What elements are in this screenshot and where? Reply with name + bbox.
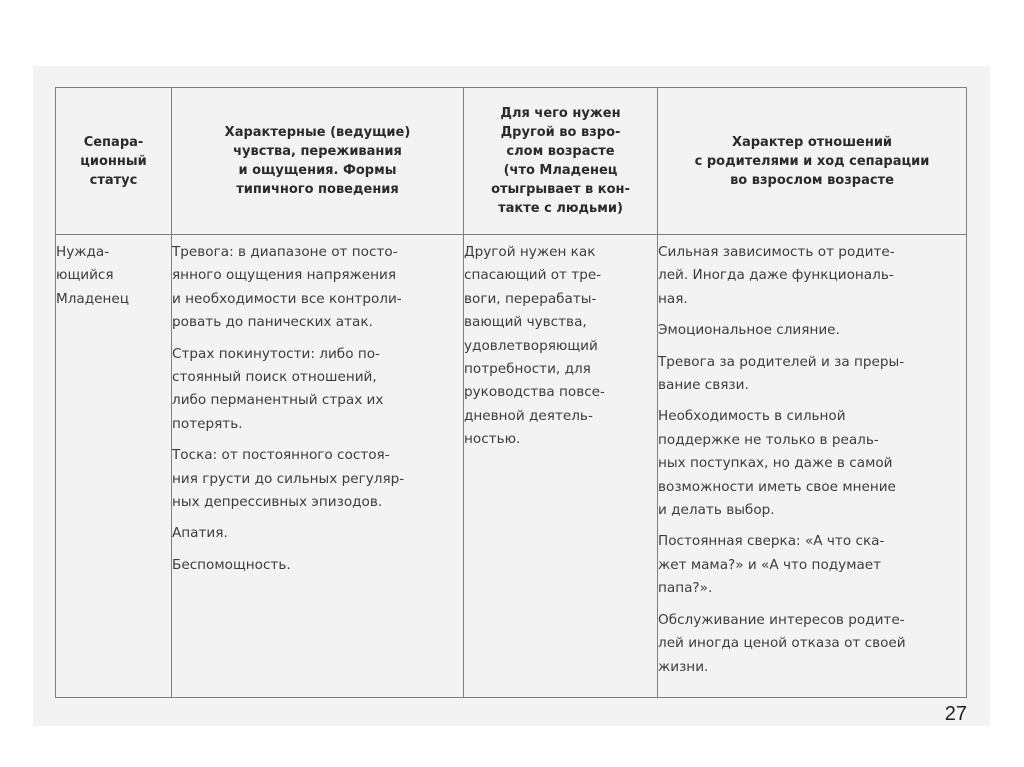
feeling-paragraph: Страх покинутости: либо по- стоянный поиск отношений, либо перманентный страх их потерять.	[172, 345, 384, 432]
feeling-paragraph: Тревога: в диапазоне от посто- янного ощущения напряжения и необходимости все контроли- ровать до панических атак.	[172, 244, 402, 331]
page-number: 27	[944, 703, 967, 725]
relations-paragraph: Постоянная сверка: «А что ска- жет мама?» и «А что подумает папа?».	[658, 533, 885, 597]
table-row	[56, 235, 967, 698]
header-other-need	[464, 88, 658, 235]
header-separation-status	[56, 88, 172, 235]
table-header-row	[56, 88, 967, 235]
relations-paragraph: Необходимость в сильной поддержке не только в реаль- ных поступках, но даже в самой возможности иметь свое мнение и делать выбор.	[658, 408, 896, 519]
cell-other-need	[464, 235, 658, 698]
other-need-text: Другой нужен как спасающий от тре- воги, перерабаты- вающий чувства, удовлетворяющий потребности, для руководства повсе- дневной деятель- ностью.	[464, 244, 605, 448]
feeling-paragraph: Беспомощность.	[172, 556, 291, 573]
header-relations	[658, 88, 967, 235]
header-text: Характерные (ведущие) чувства, переживания и ощущения. Формы типичного поведения	[224, 125, 411, 197]
header-text: Сепара- ционный статус	[80, 134, 147, 188]
cell-relations	[658, 235, 967, 698]
cell-status	[56, 235, 172, 698]
separation-status-table	[55, 87, 967, 698]
header-feelings	[172, 88, 464, 235]
header-text: Для чего нужен Другой во взро- слом возрасте (что Младенец отыгрывает в кон- такте с людьми)	[491, 106, 630, 216]
relations-paragraph: Обслуживание интересов родите- лей иногда ценой отказа от своей жизни.	[658, 611, 906, 675]
feeling-paragraph: Тоска: от постоянного состоя- ния грусти до сильных регуляр- ных депрессивных эпизодов.	[172, 447, 405, 511]
status-text: Нужда- ющийся Младенец	[56, 244, 130, 307]
relations-paragraph: Тревога за родителей и за преры- вание связи.	[658, 353, 905, 394]
feeling-paragraph: Апатия.	[172, 525, 228, 542]
relations-paragraph: Эмоциональное слияние.	[658, 322, 840, 339]
relations-paragraph: Сильная зависимость от родите- лей. Иногда даже функциональ- ная.	[658, 244, 895, 307]
cell-feelings	[172, 235, 464, 698]
header-text: Характер отношений с родителями и ход сепарации во взрослом возрасте	[694, 134, 930, 188]
